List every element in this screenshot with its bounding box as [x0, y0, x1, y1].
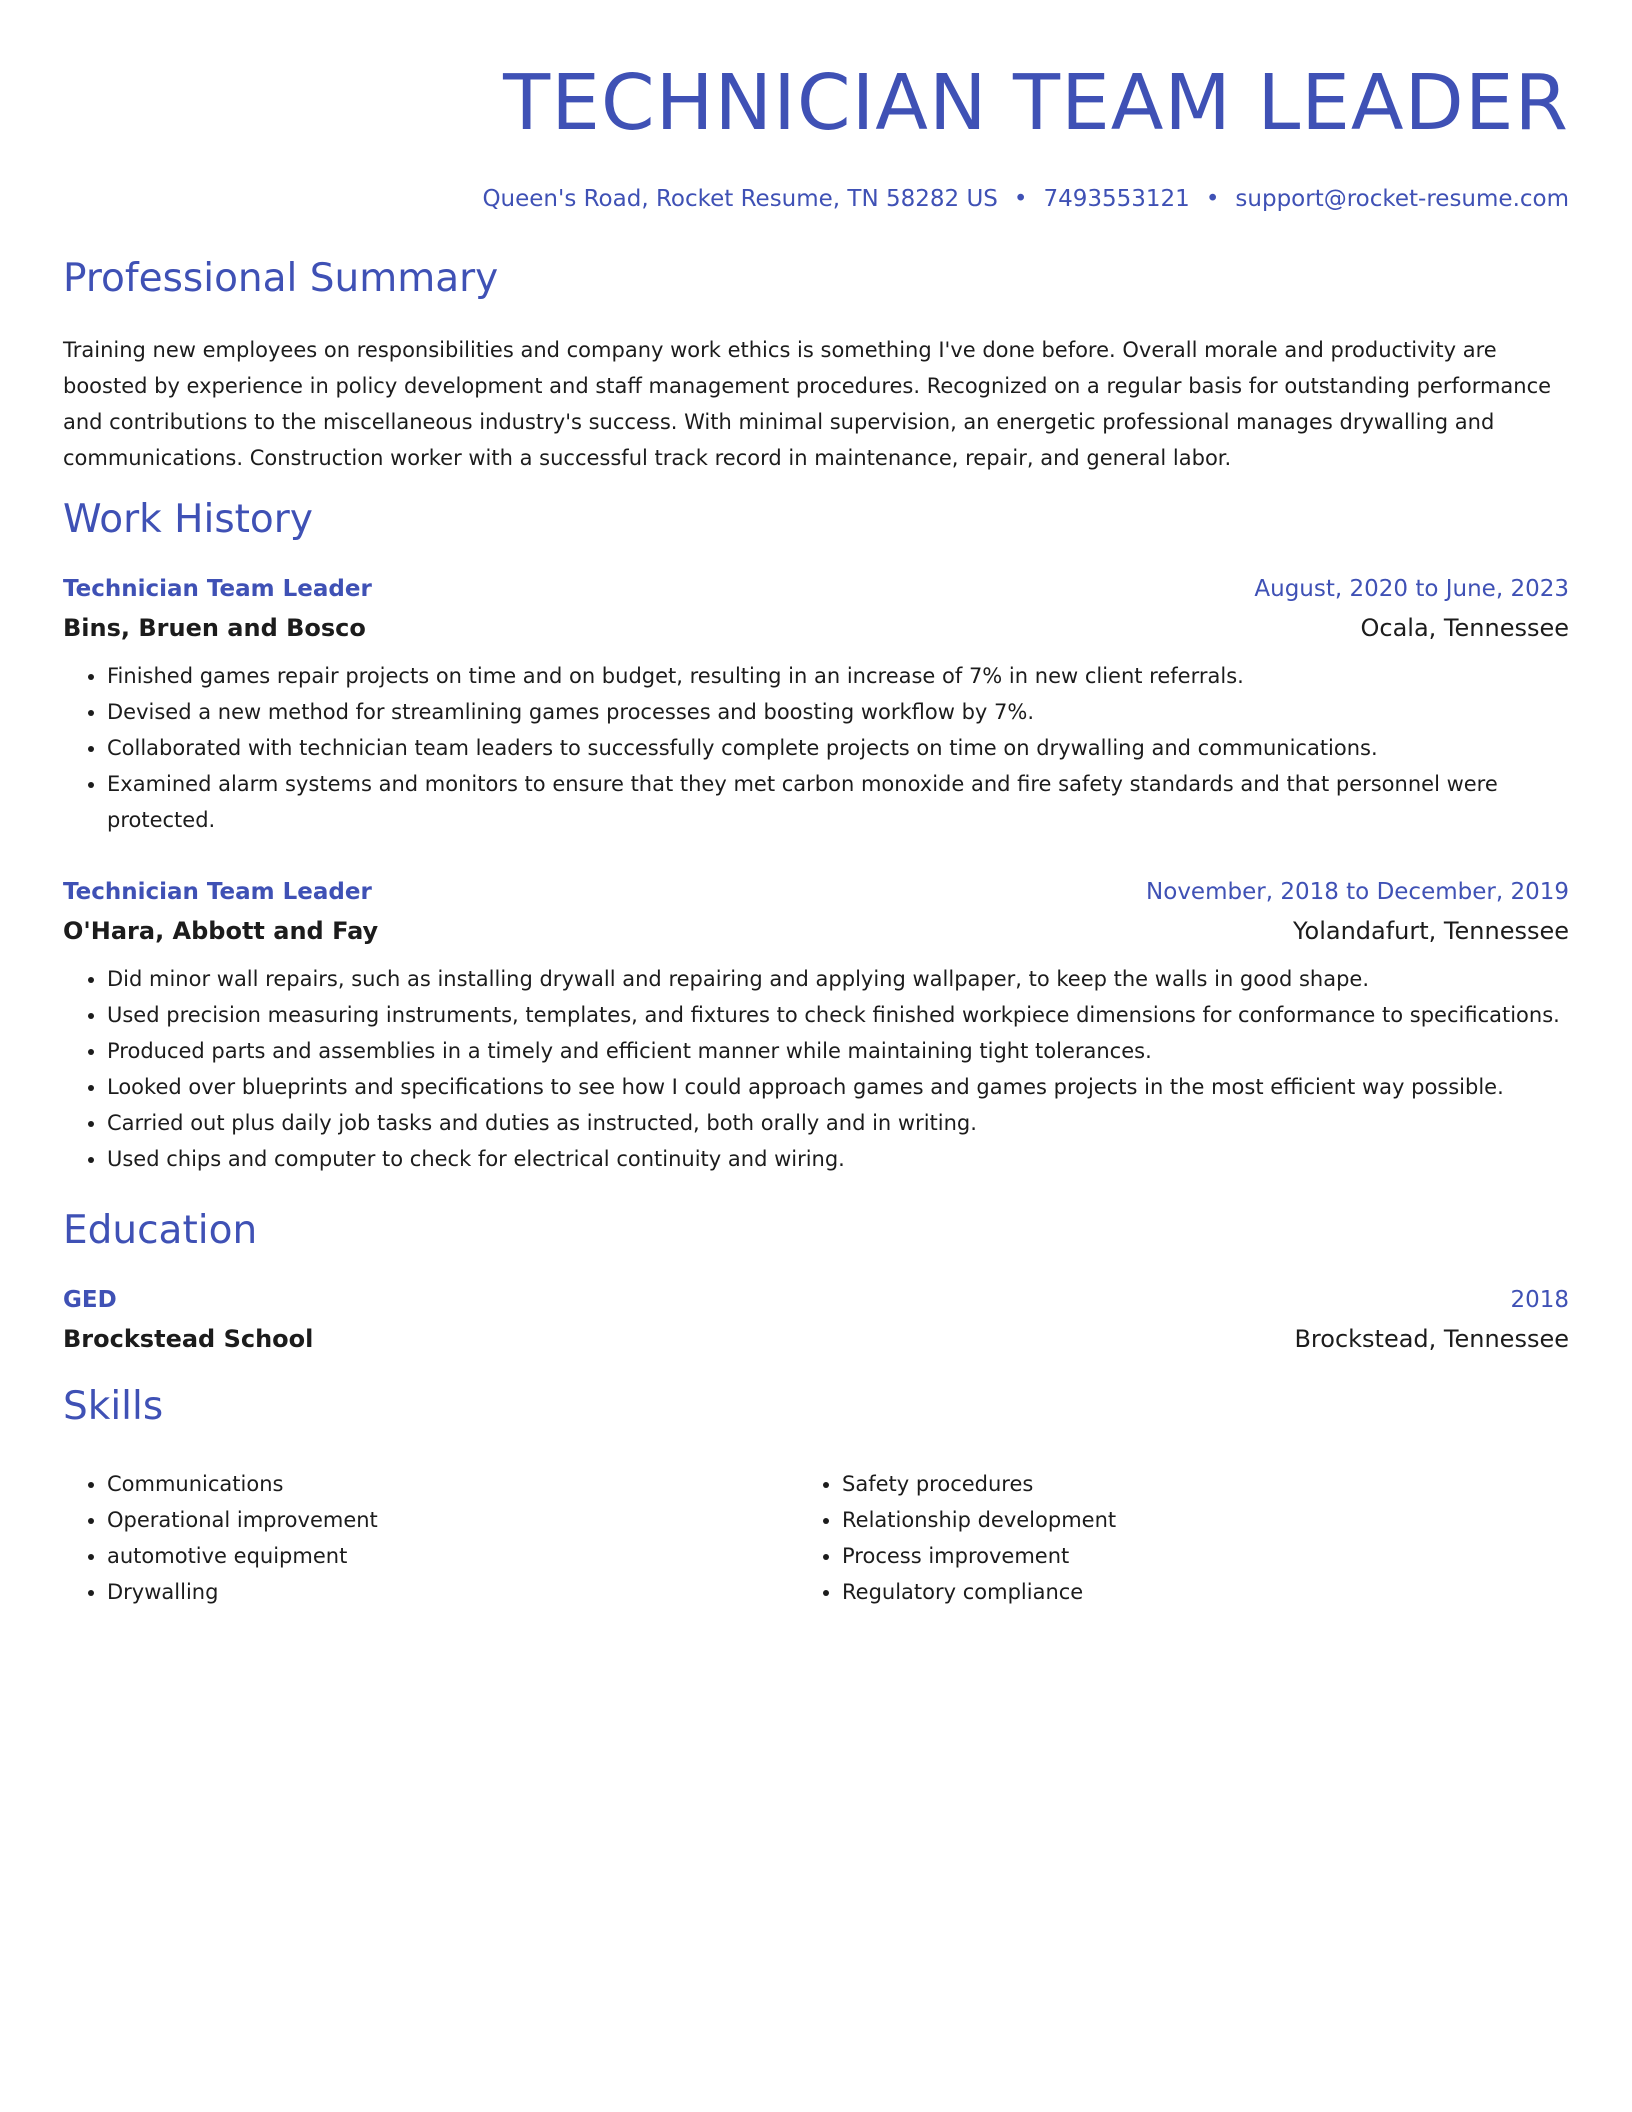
resume-title: TECHNICIAN TEAM LEADER — [503, 59, 1569, 148]
skill-item: • Operational improvement — [107, 1502, 798, 1538]
education-heading: Education — [63, 1208, 258, 1253]
job-role: Technician Team Leader — [63, 576, 372, 602]
job-location: Yolandafurt, Tennessee — [1293, 917, 1569, 945]
skill-item: • Communications — [107, 1466, 798, 1502]
education-degree: GED — [63, 1287, 117, 1313]
job-bullet: • Did minor wall repairs, such as installing drywall and repairing and applying wallpaper, to keep the walls in good shape. — [107, 961, 1569, 997]
skills-column-left — [63, 1466, 798, 1610]
job-entry — [63, 873, 1569, 1177]
job-bullets — [63, 961, 1569, 1177]
skills-heading: Skills — [63, 1384, 164, 1429]
skill-item: • Process improvement — [842, 1538, 1533, 1574]
job-bullet: • Examined alarm systems and monitors to ensure that they met carbon monoxide and fire safety standards and that personnel were protected. — [107, 766, 1569, 838]
job-entry — [63, 570, 1569, 838]
education-school-row — [63, 1319, 1569, 1359]
job-bullet: • Produced parts and assemblies in a timely and efficient manner while maintaining tight tolerances. — [107, 1033, 1569, 1069]
contact-line — [482, 186, 1569, 212]
job-header-row — [63, 570, 1569, 608]
job-company: Bins, Bruen and Bosco — [63, 614, 366, 642]
job-bullet: • Looked over blueprints and specifications to see how I could approach games and games projects in the most efficient way possible. — [107, 1069, 1569, 1105]
education-year: 2018 — [1510, 1287, 1569, 1313]
job-bullet: • Devised a new method for streamlining games processes and boosting workflow by 7%. — [107, 694, 1569, 730]
job-company-row — [63, 911, 1569, 951]
job-role: Technician Team Leader — [63, 879, 372, 905]
contact-separator: • — [1013, 186, 1028, 212]
job-header-row — [63, 873, 1569, 911]
job-company-row — [63, 608, 1569, 648]
contact-phone: 7493553121 — [1043, 186, 1190, 212]
job-dates: November, 2018 to December, 2019 — [1146, 879, 1569, 905]
job-bullet: • Finished games repair projects on time and on budget, resulting in an increase of 7% in new client referrals. — [107, 658, 1569, 694]
job-bullet: • Used chips and computer to check for electrical continuity and wiring. — [107, 1141, 1569, 1177]
job-bullet: • Collaborated with technician team leaders to successfully complete projects on time on drywalling and communications. — [107, 730, 1569, 766]
job-company: O'Hara, Abbott and Fay — [63, 917, 379, 945]
work-history-heading: Work History — [63, 497, 313, 542]
skill-item: • Safety procedures — [842, 1466, 1533, 1502]
skills-list — [63, 1466, 1569, 1610]
job-dates: August, 2020 to June, 2023 — [1254, 576, 1569, 602]
job-location: Ocala, Tennessee — [1360, 614, 1569, 642]
contact-separator: • — [1205, 186, 1220, 212]
summary-text: Training new employees on responsibilities and company work ethics is something I've done before. Overall morale and productivity are boosted by experience in policy development and staff management procedures. Recognized on a regular basis for outstanding performance and contributions to the miscellaneous industry's success. With minimal supervision, an energetic professional manages drywalling and communications. Construction worker with a successful track record in maintenance, repair, and general labor. — [63, 338, 1552, 470]
education-location: Brockstead, Tennessee — [1294, 1325, 1569, 1353]
skill-item: • Regulatory compliance — [842, 1574, 1533, 1610]
skills-column-right — [798, 1466, 1533, 1610]
skill-item: • Relationship development — [842, 1502, 1533, 1538]
contact-email: support@rocket-resume.com — [1235, 186, 1569, 212]
contact-address: Queen's Road, Rocket Resume, TN 58282 US — [482, 186, 998, 212]
education-entry — [63, 1281, 1569, 1359]
job-bullets — [63, 658, 1569, 838]
education-school: Brockstead School — [63, 1325, 314, 1353]
skill-item: • automotive equipment — [107, 1538, 798, 1574]
summary-heading: Professional Summary — [63, 256, 499, 301]
job-bullet: • Used precision measuring instruments, templates, and fixtures to check finished workpiece dimensions for conformance to specifications. — [107, 997, 1569, 1033]
education-header-row — [63, 1281, 1569, 1319]
job-bullet: • Carried out plus daily job tasks and duties as instructed, both orally and in writing. — [107, 1105, 1569, 1141]
skill-item: • Drywalling — [107, 1574, 798, 1610]
